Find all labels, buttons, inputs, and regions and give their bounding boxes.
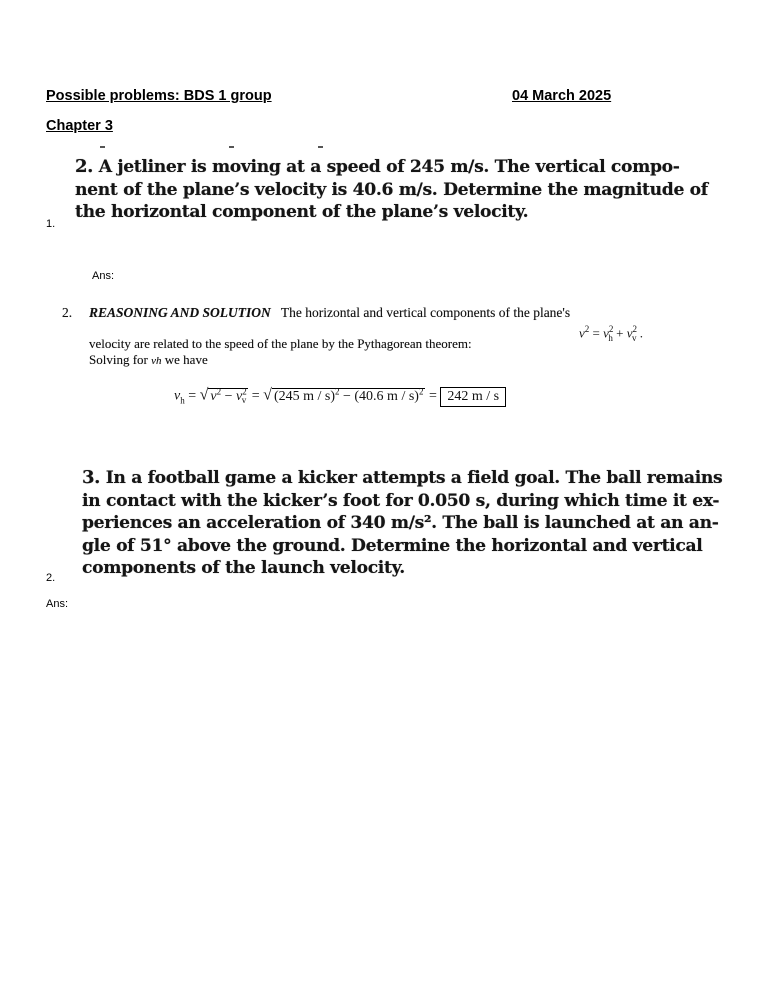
solution-equation: $v_h$ = √ $v^2 - v^2_v$ = √ (245 m / s)$^2$ − (40.6 m / s)$^2$ = 242 m / s: [174, 386, 506, 407]
problem-text: [75, 156, 708, 224]
pythagorean-formula: $v^2 = v^2_h + v^2_v$ .: [579, 324, 644, 343]
solution-text: velocity are related to the speed of the plane by the Pythagorean theorem:: [89, 336, 472, 351]
problem-line: A jetliner is moving at a speed of 245 m/s. The vertical compo-: [98, 157, 680, 177]
solution-text: The horizontal and vertical components of the plane's: [280, 305, 571, 320]
solution-text: Solving for vh we have: [89, 352, 208, 367]
item-number: 1.: [46, 218, 56, 230]
chapter-heading: Chapter 3: [46, 118, 113, 134]
problem-line: In a football game a kicker attempts a field goal. The ball remains: [105, 468, 723, 488]
problem-line: gle of 51° above the ground. Determine the horizontal and vertical: [82, 535, 703, 556]
answer-label: Ans:: [46, 598, 69, 610]
solution-result: 242 m / s: [440, 387, 506, 407]
problem-line: in contact with the kicker’s foot for 0.050 s, during which time it ex-: [82, 490, 720, 511]
scan-artifact: [229, 146, 234, 148]
problem-line: components of the launch velocity.: [82, 558, 405, 578]
scan-artifact: [318, 146, 323, 148]
item-number: 2.: [46, 572, 56, 584]
document-date: 04 March 2025: [512, 88, 612, 104]
problem-line: nent of the plane’s velocity is 40.6 m/s. Determine the magnitude of: [75, 179, 708, 200]
document-title: Possible problems: BDS 1 group: [46, 88, 272, 104]
solution-number: 2.: [62, 305, 73, 320]
problem-line: the horizontal component of the plane’s velocity.: [75, 202, 529, 222]
problem-number: 2.: [75, 156, 94, 177]
problem-number: 3.: [82, 467, 101, 488]
scan-artifact: [100, 146, 105, 148]
solution-heading: REASONING AND SOLUTION: [89, 305, 271, 320]
problem-text: [82, 467, 722, 580]
answer-label: Ans:: [92, 270, 115, 282]
variable-vh: vh: [151, 355, 162, 367]
problem-line: periences an acceleration of 340 m/s². The ball is launched at an an-: [82, 513, 719, 533]
solution-heading-line: [89, 305, 570, 321]
